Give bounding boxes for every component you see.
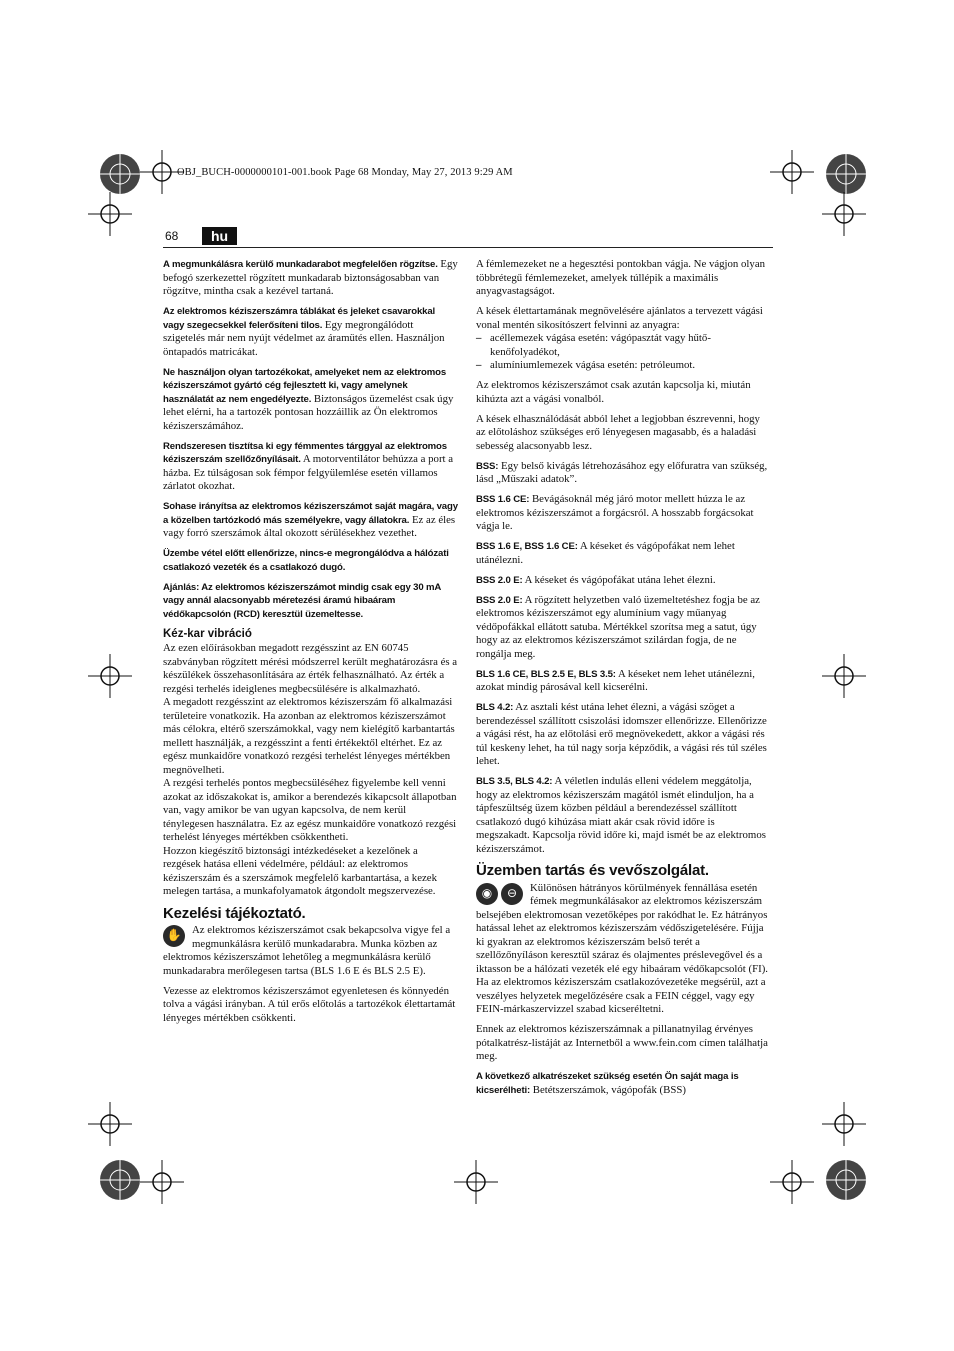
crosshair-mark-bottom-center [454,1160,498,1204]
paragraph: A megmunkálásra kerülő munkadarabot megfelelően rögzítse. Egy befogó szerkezettel rögzített munkadarab biztonságosabban van rögzítve, mintha csak a kezével tartaná. [163,258,458,297]
paragraph: Ennek az elektromos kéziszerszámnak a pillanatnyilag érvényes pótalkatrész-listáját az Internetből a www.fein.com címen találhatja meg. [476,1023,768,1062]
paragraph: BSS 2.0 E: A késeket és vágópofákat utána lehet élezni. [476,573,716,586]
icon-group [476,883,523,905]
paragraph: BSS: Egy belső kivágás létrehozásához egy előfuratra van szükség, lásd „Műszaki adatok”. [476,459,768,485]
paragraph: A megadott rezgésszint az elektromos kéziszerszám fő alkalmazási területeire vonatkozik. Ha azonban az elektromos kéziszerszámot más célokra, eltérő szerszámokkal, vagy nem kielégítő karbantartás mellett használják, a rezgésszint a fenti értékektől eltérhet. Ez az egész munkaidőre vonatkozó rezgési terhelést lényeges mértékben megnövelheti. [163,696,455,776]
paragraph: Sohase irányítsa az elektromos kéziszerszámot saját magára, vagy a közelben tartózkodó más személyekre, vagy állatokra. Ez az éles vagy forró szerszámok által okozott sérülésekhez vezethet. [163,501,458,539]
print-slug: OBJ_BUCH-0000000101-001.book Page 68 Monday, May 27, 2013 9:29 AM [177,167,513,178]
paragraph: A következő alkatrészeket szükség esetén Ön saját maga is kicserélheti: Betétszerszámok, vágópofák (BSS) [476,1071,739,1096]
crosshair-mark-top-right [770,150,814,194]
goggles-icon: ◉ [476,883,498,905]
hand-icon: ✋ [163,925,185,947]
paragraph: ✋ Az elektromos kéziszerszámot csak bekapcsolva vigye fel a megmunkálásra kerülő munkadarabra. Munka közben az elektromos kéziszerszámot lehetőleg a megmunkálásra kerülő munkadarabra merőlegesen tartsa (BLS 1.6 E és BLS 2.5 E). [163,924,451,977]
crosshair-mark-bottom-right [770,1160,814,1204]
paragraph: Az elektromos kéziszerszámra táblákat és jeleket csavarokkal vagy szegecsekkel felerősíteni tilos. Egy megrongálódott szigetelés már nem nyújt védelmet az áramütés ellen. Használjon öntapadós matricákat. [163,306,445,358]
paragraph: Ajánlás: Az elektromos kéziszerszámot mindig csak egy 30 mA vagy annál alacsonyabb méretezési áramú hibaáram védőkapcsolón (RCD) keresztül üzemeltesse. [163,581,441,620]
paragraph: ◉ ⊖ Különösen hátrányos körülmények fennállása esetén fémek megmunkálásakor az elektromos kéziszerszám belsejében elektromosan vezetőképes por rakódhat le. Ez hátrányos hatással lehet az elektromos kéziszerszám védőszigetelésére. Fújja ki gyakran az elektromos kéziszerszám belső terét a szellőzőnyíláson keresztül száraz és olajmentes préslevegővel és a iktasson be a hálózati vezeték elé egy hibaáram védőkapcsolót (FI). [476,881,769,975]
paragraph: Rendszeresen tisztítsa ki egy fémmentes tárggyal az elektromos kéziszerszám szellőzőnyílásait. A motorventilátor behúzza a port a házba. Ez túlságosan sok fémpor felgyülemlése esetén villamos zárlatot okozhat. [163,440,454,492]
right-column [476,258,771,1104]
paragraph: BLS 4.2: Az asztali kést utána lehet élezni, a vágási szöget a berendezéssel szállított csiszolási idomszer ellenőrizze. Ellenőrizze a vágási rést, ha az előtolási erő megnövekedett, akkor a vágási rés túl keskeny lehet, ha túl nagy sorja képződik, a vágási rés túl széles lehet. [476,701,767,767]
paragraph: BSS 1.6 CE: Bevágásoknál még járó motor mellett húzza le az elektromos kéziszerszámot a forgácsról. A hosszabb forgácsokat vágja le. [476,493,754,532]
heading-maintenance-service: Üzemben tartás és vevőszolgálat. [476,862,709,879]
registration-mark-top-left [98,152,142,196]
paragraph: BLS 1.6 CE, BLS 2.5 E, BLS 3.5: A késeket nem lehet utánélezni, azokat mindig párosával kell kicserélni. [476,667,755,693]
paragraph: A kések élettartamának megnövelésére ajánlatos a tervezett vágási vonal mentén sikosítószert felvinni az anyagra: [476,305,763,331]
crosshair-mark-right-lower [822,1102,866,1146]
crosshair-mark-left-upper [88,192,132,236]
crosshair-mark-right-upper [822,192,866,236]
language-badge: hu [202,227,237,245]
crosshair-mark-left-middle [88,654,132,698]
plug-icon: ⊖ [501,883,523,905]
list-item: – acéllemezek vágása esetén: vágópasztát vagy hűtő-kenőfolyadékot, [476,332,711,358]
paragraph: Az elektromos kéziszerszámot csak azután kapcsolja ki, miután kihúzta azt a vágási vonalból. [476,379,751,405]
paragraph: Az ezen előírásokban megadott rezgésszint az EN 60745 szabványban rögzített mérési módszerrel került meghatározásra és a készülékek összehasonlítására az érték felhasználható. Az érték a rezgési terhelés ideiglenes megbecsülésére is alkalmazható. [163,642,458,695]
paragraph: A rezgési terhelés pontos megbecsüléséhez figyelembe kell venni azokat az időszakokat is, amikor a berendezés kikapcsolt állapotban van, vagy amikor be van ugyan kapcsolva, de nem kerül ténylegesen használatra. Ez az egész munkaidőre vonatkozó rezgési terhelést lényeges mértékben csökkentheti. [163,777,457,843]
list-item: – alumíniumlemezek vágása esetén: petróleumot. [476,359,696,371]
paragraph: BSS 1.6 E, BSS 1.6 CE: A késeket és vágópofákat nem lehet utánélezni. [476,540,735,566]
paragraph: Üzembe vétel előtt ellenőrizze, nincs-e megrongálódva a hálózati csatlakozó vezeték és a csatlakozó dugó. [163,548,449,573]
header-rule [163,247,773,248]
paragraph: A kések elhasználódását abból lehet a legjobban észrevenni, hogy az előtoláshoz szükséges erő lényegesen magasabb, és a haladási sebesség alacsonyabb lesz. [476,412,760,452]
heading-vibration: Kéz-kar vibráció [163,627,252,640]
paragraph: BSS 2.0 E: A rögzített helyzetben való üzemeltetéshez fogja be az elektromos kéziszerszámot egy alumínium vagy műanyag védőpofákkal ellátott satuba. Mértékkel szorítsa meg a satut, úgy hogy az az elektromos kéziszerszámot szilárdan fogja, de ne rongálja meg. [476,593,760,660]
paragraph: Vezesse az elektromos kéziszerszámot egyenletesen és könnyedén tolva a vágási irányban. A túl erős előtolás a tartozékok élettartamát lényeges mértékben csökkenti. [163,984,456,1024]
paragraph: BLS 3.5, BLS 4.2: A véletlen indulás elleni védelem meggátolja, hogy az elektromos kéziszerszám magától ismét elinduljon, ha a tápfeszültség üzem közben például a berendezéssel szállított csatlakozó dugó kihúzása miatt akár csak rövid időre is megszakadt. Kapcsolja rövid időre ki, majd ismét be az elektromos kéziszerszámot. [476,775,766,855]
paragraph: A fémlemezeket ne a hegesztési pontokban vágja. Ne vágjon olyan többrétegű fémlemezeket, amelyek túllépik a maximális anyagvastagságot. [476,258,766,297]
crosshair-mark-left-lower [88,1102,132,1146]
paragraph: Ne használjon olyan tartozékokat, amelyeket nem az elektromos kéziszerszámot gyártó cég fejlesztett ki, vagy amelynek használatát az nem engedélyezte. Biztonságos üzemelést csak úgy lehet elérni, ha a tartozék pontosan hozzáillik az Ön elektromos kéziszerszámához. [163,366,454,432]
crosshair-mark-right-middle [822,654,866,698]
registration-mark-bottom-left [98,1158,142,1202]
heading-operating-instructions: Kezelési tájékoztató. [163,904,306,922]
crosshair-mark-bottom-left [140,1160,184,1204]
paragraph: Ha az elektromos kéziszerszám csatlakozóvezetéke megsérül, azt a veszélyes helyzetek megelőzésére csak a FEIN céggel, vagy egy FEIN-márkaszervizzel szabad kicseréltetni. [476,976,766,1015]
registration-mark-bottom-right [824,1158,868,1202]
paragraph: Hozzon kiegészítő biztonsági intézkedéseket a kezelőnek a rezgések hatása elleni védelmére, például: az elektromos kéziszerszám és a szerszámok megfelelő karbantartása, a kezek melegen tartása, a munkafolyamatok átgondolt megszervezése. [163,844,437,897]
registration-mark-top-right [824,152,868,196]
page-number: 68 [165,229,179,243]
icon-group [163,925,185,947]
left-column [163,258,458,1032]
